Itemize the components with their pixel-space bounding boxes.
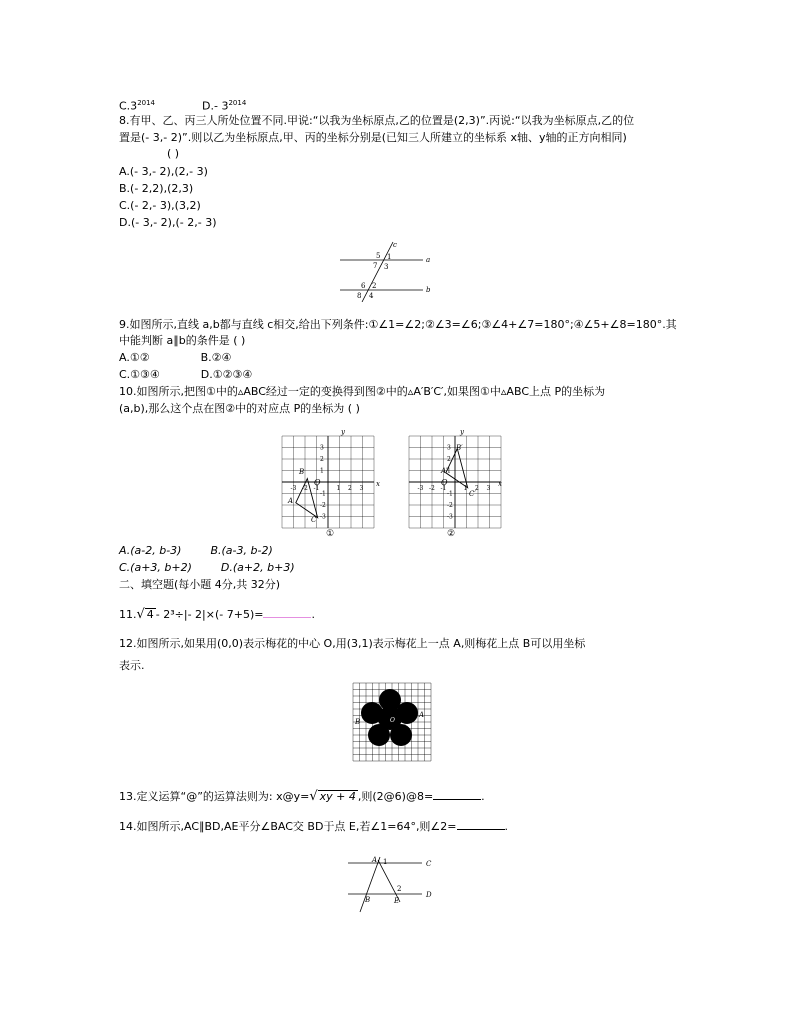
q9-options-cd: [119, 368, 252, 382]
grid-figure-1: [280, 424, 380, 540]
point-c-label: C: [311, 516, 317, 524]
label-b: b: [426, 286, 431, 294]
q13-radicand: xy + 4: [319, 790, 356, 803]
q10-option-c: C.(a+3, b+2): [119, 561, 192, 574]
line-ae: [378, 860, 400, 902]
point-a-prime-label: A′: [441, 467, 448, 475]
x-tick-label: 2: [348, 485, 352, 492]
q9-line2: 中能判断 a∥b的条件是 ( ): [119, 334, 246, 347]
q10-option-a: A.(a-2, b-3): [119, 544, 182, 557]
axis-y-label-2: y: [460, 428, 464, 436]
q11-answer-blank[interactable]: [263, 606, 311, 618]
origin-label: O: [314, 478, 321, 487]
q11-prefix: 11.: [119, 608, 137, 621]
label-D: D: [426, 891, 432, 899]
sqrt-icon-2: √: [309, 789, 318, 804]
grid-figure-2: [400, 424, 504, 540]
parallel-bisector-figure: [340, 852, 440, 914]
q8-option-c: C.(- 2,- 3),(3,2): [119, 199, 201, 212]
q14-end: .: [504, 820, 509, 833]
q13-answer-blank[interactable]: [433, 788, 481, 800]
sqrt-icon: √: [136, 607, 145, 622]
x-tick-label: 3: [359, 485, 364, 492]
q9-line1: 9.如图所示,直线 a,b都与直线 c相交,给出下列条件:①∠1=∠2;②∠3=∠6;③∠4+∠7=180°;④∠5+∠8=180°.其: [119, 318, 677, 331]
axis-x-label: x: [376, 480, 380, 488]
y-tick-label: 2: [320, 456, 324, 463]
figure-label-1: ①: [326, 529, 335, 539]
y-tick-label: 1: [320, 467, 324, 475]
x-tick-label: -3: [290, 485, 297, 492]
angle-8: 8: [357, 292, 362, 300]
q7-option-d: D.- 3: [202, 99, 229, 113]
q13-suffix: ,则(2@6)@8=: [357, 790, 434, 803]
y-tick-label: 3: [447, 444, 451, 452]
x-tick-label: 2: [475, 485, 479, 492]
q14-answer-blank[interactable]: [457, 818, 505, 830]
label-a: a: [426, 256, 431, 264]
angle-2: 2: [372, 282, 377, 290]
origin-label-2: O: [441, 478, 448, 487]
section-heading-fill-in: 二、填空题(每小题 4分,共 32分): [119, 578, 281, 591]
q10-options-cd: [119, 561, 295, 575]
q11-radicand: 4: [146, 608, 154, 621]
plum-point-b-label: B: [355, 718, 361, 726]
label-C: C: [426, 860, 432, 868]
x-tick-label: 1: [463, 485, 468, 492]
axis-x-label-2: x: [498, 480, 502, 488]
q9-option-a: A.①②: [119, 351, 150, 364]
label-A: A: [372, 856, 378, 864]
x-tick-label: 3: [486, 485, 491, 492]
x-tick-label: -2: [429, 485, 435, 492]
q9-options-ab: [119, 351, 231, 365]
line-c: [362, 242, 393, 302]
q14-line: [119, 818, 508, 834]
q8-answer-paren: ( ): [167, 147, 180, 160]
q10-option-b: B.(a-3, b-2): [210, 544, 273, 557]
q9-option-c: C.①③④: [119, 368, 160, 381]
q9-option-b: B.②④: [200, 351, 232, 364]
q7-option-d-exp: 2014: [228, 99, 247, 107]
q13-prefix: 13.定义运算“@”的运算法则为: x@y=: [119, 790, 310, 803]
angle-5: 5: [376, 252, 381, 260]
q10-options-ab: [119, 544, 273, 558]
x-tick-label: -1: [313, 485, 320, 492]
angle-1: 1: [387, 253, 392, 261]
angle-1-label: 1: [383, 858, 388, 866]
q11-expression: - 2³÷|- 2|×(- 7+5)=: [155, 608, 264, 621]
label-B: B: [365, 896, 371, 904]
q8-line2: 置是(- 3,- 2)”.则以乙为坐标原点,甲、丙的坐标分别是(已知三人所建立的坐标系 x轴、y轴的正方向相同): [119, 131, 627, 144]
point-b-label: B: [299, 468, 305, 476]
q7-option-c: C.3: [119, 99, 138, 113]
q12-line1: 12.如图所示,如果用(0,0)表示梅花的中心 O,用(3,1)表示梅花上一点 A,则梅花上点 B可以用坐标: [119, 637, 586, 650]
q10-line2: (a,b),那么这个点在图②中的对应点 P的坐标为 ( ): [119, 402, 360, 415]
y-tick-label: 2: [447, 456, 451, 463]
plum-blossom-figure: [350, 680, 436, 762]
y-tick-label: -1: [447, 490, 453, 498]
q8-option-a: A.(- 3,- 2),(2,- 3): [119, 165, 208, 178]
parallel-lines-figure: [335, 238, 435, 302]
x-tick-label: -1: [440, 485, 447, 492]
angle-3: 3: [384, 263, 389, 271]
q11-line: 11.√ 4 - 2³÷|- 2|×(- 7+5)= .: [119, 607, 315, 622]
y-tick-label: -3: [320, 513, 326, 521]
q8-option-b: B.(- 2,2),(2,3): [119, 182, 194, 195]
y-tick-label: 1: [447, 467, 451, 475]
q8-option-d: D.(- 3,- 2),(- 2,- 3): [119, 216, 217, 229]
q13-line: 13.定义运算“@”的运算法则为: x@y=√ xy + 4 ,则(2@6)@8= .: [119, 789, 485, 804]
q10-line1: 10.如图所示,把图①中的▵ABC经过一定的变换得到图②中的▵A′B′C′,如果图①中▵ABC上点 P的坐标为: [119, 385, 606, 398]
y-tick-label: -1: [320, 490, 326, 498]
figure-label-2: ②: [447, 529, 456, 539]
q12-line2: 表示.: [119, 659, 145, 672]
q9-option-d: D.①②③④: [200, 368, 253, 381]
q8-line1: 8.有甲、乙、丙三人所处位置不同.甲说:“以我为坐标原点,乙的位置是(2,3)”.丙说:“以我为坐标原点,乙的位: [119, 114, 635, 127]
q14-text: 14.如图所示,AC∥BD,AE平分∠BAC交 BD于点 E,若∠1=64°,则∠2=: [119, 820, 457, 833]
point-a-label: A: [288, 497, 294, 505]
point-c-prime-label: C′: [469, 490, 476, 498]
x-tick-label: -3: [417, 485, 424, 492]
angle-2-label: 2: [397, 885, 402, 893]
plum-center-label: O: [390, 717, 395, 724]
angle-6: 6: [361, 282, 366, 290]
x-tick-label: 1: [336, 485, 341, 492]
point-b-prime-label: B′: [456, 444, 463, 452]
plum-point-a-label: A: [419, 711, 425, 719]
y-tick-label: 3: [320, 444, 324, 452]
angle-7: 7: [373, 262, 378, 270]
axis-y-label: y: [341, 428, 345, 436]
label-E: E: [394, 897, 400, 905]
q10-option-d: D.(a+2, b+3): [220, 561, 295, 574]
q7-options: [119, 96, 246, 114]
y-tick-label: -2: [320, 502, 326, 509]
y-tick-label: -2: [447, 502, 453, 509]
y-tick-label: -3: [447, 513, 453, 521]
angle-4: 4: [369, 292, 374, 300]
q7-option-c-exp: 2014: [137, 99, 156, 107]
x-tick-label: -2: [302, 485, 308, 492]
label-c: c: [393, 241, 397, 249]
